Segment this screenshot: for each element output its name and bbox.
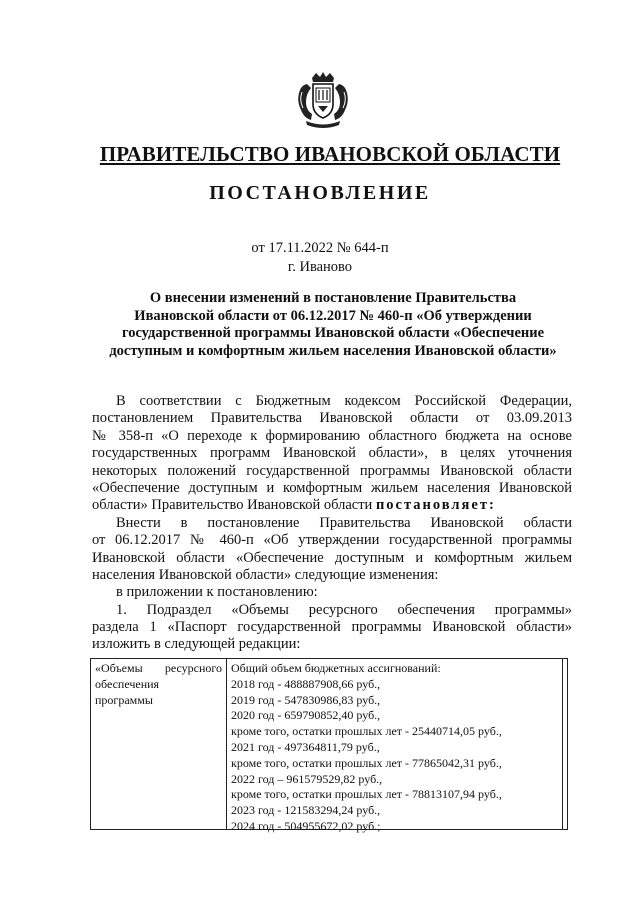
body-line: Внести в постановление Правительства Ивановской области [116,514,572,531]
resolves-keyword: постановляет: [375,497,496,514]
table-value-line: 2022 год – 961579529,82 руб., [231,771,383,786]
document-subject [88,290,578,360]
body-line: в приложении к постановлению: [116,584,318,601]
table-value-line: кроме того, остатки прошлых лет - 25440714,05 руб., [231,724,502,739]
subject-line: Ивановской области от 06.12.2017 № 460-п «Об утверждении [134,307,532,324]
table-value-line: 2019 год - 547830986,83 руб., [231,692,381,707]
table-label-cell [91,659,227,829]
table-value-line: 2021 год - 497364811,79 руб., [231,739,380,754]
subject-line: доступным и комфортным жильем населения Ивановской области» [109,342,557,359]
document-date-number: от 17.11.2022 № 644-п [251,240,389,256]
body-line: Ивановской области «Обеспечение доступным и комфортным жильем [92,549,572,566]
body-text-fragment: области» Правительство Ивановской области [92,497,376,514]
subject-line: государственной программы Ивановской области «Обеспечение [121,325,545,341]
table-value-line: 2023 год - 121583294,24 руб., [231,803,381,818]
document-body [92,393,572,654]
table-inner-border [562,659,563,829]
body-line: «Обеспечение доступным и комфортным жильем населения Ивановской [92,479,572,496]
table-value-line: 2020 год - 659790852,40 руб., [231,708,381,723]
body-line: некоторых положений государственной программы Ивановской области [92,462,572,479]
table-label-line: программы [95,692,153,707]
body-line: № 358-п «О переходе к формированию областного бюджета на основе [92,427,572,444]
resource-support-table [90,658,568,833]
body-line [92,497,572,514]
government-title: ПРАВИТЕЛЬСТВО ИВАНОВСКОЙ ОБЛАСТИ [99,142,561,166]
body-line: от 06.12.2017 № 460-п «Об утверждении государственной программы [92,532,572,549]
body-line: 1. Подраздел «Объемы ресурсного обеспечения программы» [116,601,572,618]
table-value-line: кроме того, остатки прошлых лет - 77865042,31 руб., [231,755,502,770]
body-line: населения Ивановской области» следующие изменения: [92,566,439,583]
body-line: В соответствии с Бюджетным кодексом Российской Федерации, [116,393,572,409]
table-label-line: «Объемы ресурсного [95,661,222,675]
table-label-line: обеспечения [95,676,160,691]
body-line: постановлением Правительства Ивановской области от 03.09.2013 [92,410,572,427]
table-value-line: кроме того, остатки прошлых лет - 78813107,94 руб., [231,787,502,802]
table-value-cell [227,659,567,837]
table-value-line: 2018 год - 488887908,66 руб., [231,676,381,691]
document-type-heading: ПОСТАНОВЛЕНИЕ [209,182,431,204]
document-city: г. Иваново [287,259,353,275]
subject-line: О внесении изменений в постановление Правительства [149,290,517,306]
body-line: изложить в следующей редакции: [92,636,301,653]
coat-of-arms-icon [292,70,354,132]
body-line: раздела 1 «Паспорт государственной программы Ивановской области» [92,619,572,636]
body-line: государственных программ Ивановской области», в целях уточнения [92,445,572,462]
table-value-line: Общий объем бюджетных ассигнований: [231,661,441,675]
table-value-line: 2024 год - 504955672,02 руб.; [231,818,381,833]
